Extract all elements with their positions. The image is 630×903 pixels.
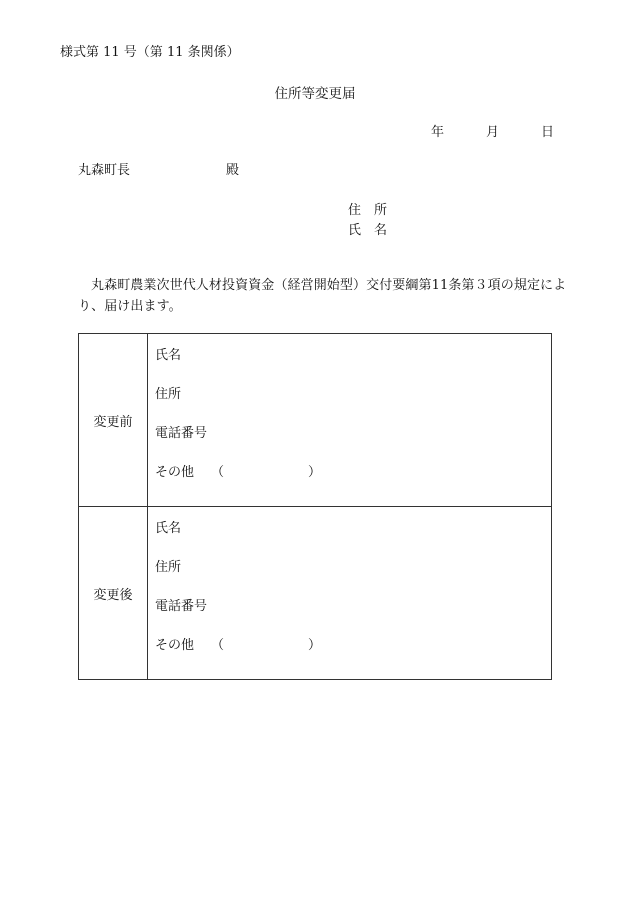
before-other-paren-open: （ [211,465,225,480]
date-month-label: 月 [486,125,500,140]
section-items-after [148,507,552,680]
before-other-row [155,461,355,480]
table-row-after [79,507,552,680]
before-address-label: 住所 [155,387,182,402]
before-phone-label: 電話番号 [155,426,208,441]
before-other-label: その他 [155,465,195,480]
section-label-before: 変更前 [79,334,148,507]
after-address-label: 住所 [155,560,182,575]
form-number: 様式第 11 号（第 11 条関係） [60,45,240,60]
after-other-paren-open: （ [211,638,225,653]
body-text: 丸森町農業次世代人材投資資金（経営開始型）交付要綱第11条第３項の規定により、届け出ます。 [78,278,567,314]
after-phone-label: 電話番号 [155,599,208,614]
date-day-label: 日 [541,125,555,140]
section-label-after: 変更後 [79,507,148,680]
section-items-before [148,334,552,507]
document-title: 住所等変更届 [274,86,356,102]
table-row-before [79,334,552,507]
addressee-name: 丸森町長 [78,163,131,178]
before-other-paren-close: ） [308,465,322,480]
after-other-row [155,634,355,653]
after-name-label: 氏名 [155,521,182,536]
before-name-label: 氏名 [155,348,182,363]
applicant-address-label: 住 所 [348,203,388,218]
change-table [78,333,552,680]
after-other-label: その他 [155,638,195,653]
applicant-name-label: 氏 名 [348,223,388,238]
after-other-paren-close: ） [308,638,322,653]
date-year-label: 年 [431,125,445,140]
addressee-honorific: 殿 [226,163,240,178]
